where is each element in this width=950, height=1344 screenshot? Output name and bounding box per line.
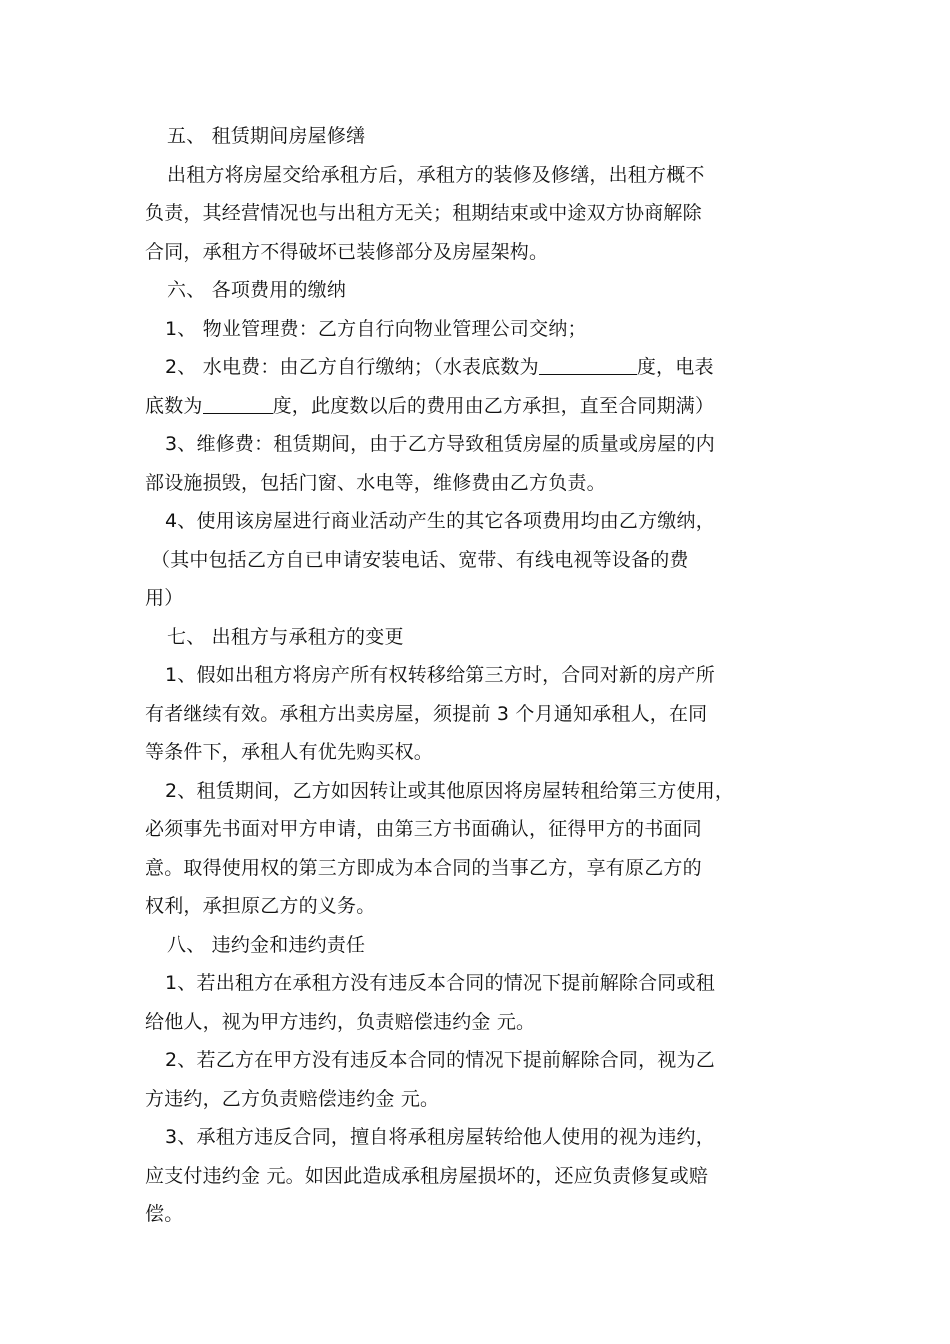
electric-meter-suffix: 度，此度数以后的费用由乙方承担，直至合同期满） (272, 394, 715, 417)
paragraph-line: 1、假如出租方将房产所有权转移给第三方时，合同对新的房产所 (165, 664, 715, 686)
electric-meter-blank (203, 391, 273, 414)
paragraph-line (145, 348, 809, 387)
paragraph-line: 用） (145, 587, 184, 609)
electric-meter-text: 度，电表 (636, 356, 714, 378)
paragraph-line: 方违约，乙方负责赔偿违约金 元。 (145, 1087, 440, 1110)
paragraph-line: 必须事先书面对甲方申请，由第三方书面确认，征得甲方的书面同 (145, 818, 702, 840)
paragraph-line: 合同，承租方不得破坏已装修部分及房屋架构。 (145, 240, 549, 263)
paragraph-line: 2、租赁期间，乙方如因转让或其他原因将房屋转租给第三方使用， (165, 779, 735, 802)
section-heading-5: 五、 租赁期间房屋修缮 (167, 125, 366, 147)
section-heading-7: 七、 出租方与承租方的变更 (167, 625, 404, 648)
paragraph-line: 1、若出租方在承租方没有违反本合同的情况下提前解除合同或租 (165, 972, 715, 994)
paragraph-line: 3、维修费：租赁期间，由于乙方导致租赁房屋的质量或房屋的内 (165, 433, 715, 455)
section-heading-8: 八、 违约金和违约责任 (167, 933, 366, 956)
paragraph-line: 部设施损毁，包括门窗、水电等，维修费由乙方负责。 (145, 471, 606, 494)
section-heading-6: 六、 各项费用的缴纳 (167, 279, 347, 301)
paragraph-line: 有者继续有效。承租方出卖房屋，须提前 3 个月通知承租人，在同 (145, 702, 708, 725)
water-meter-blank (539, 352, 637, 375)
paragraph-line: 出租方将房屋交给承租方后，承租方的装修及修缮，出租方概不 (167, 163, 705, 186)
paragraph-line (145, 387, 809, 426)
electric-meter-prefix: 底数为 (145, 394, 203, 417)
paragraph-line: 4、使用该房屋进行商业活动产生的其它各项费用均由乙方缴纳， (165, 510, 715, 532)
contract-body (145, 117, 809, 1234)
paragraph-line: 意。取得使用权的第三方即成为本合同的当事乙方，享有原乙方的 (145, 856, 702, 879)
paragraph-line: （其中包括乙方自已申请安装电话、宽带、有线电视等设备的费 (151, 548, 689, 571)
paragraph-line: 负责，其经营情况也与出租方无关；租期结束或中途双方协商解除 (145, 202, 702, 224)
paragraph-line: 给他人，视为甲方违约，负责赔偿违约金 元。 (145, 1010, 536, 1033)
paragraph-line: 应支付违约金 元。如因此造成承租房屋损坏的，还应负责修复或赔 (145, 1164, 709, 1187)
paragraph-line: 2、若乙方在甲方没有违反本合同的情况下提前解除合同，视为乙 (165, 1049, 715, 1071)
paragraph-line: 权利，承担原乙方的义务。 (145, 895, 376, 917)
paragraph-line: 偿。 (145, 1203, 184, 1225)
water-meter-text: 2、 水电费：由乙方自行缴纳；（水表底数为 (165, 356, 539, 378)
paragraph-line: 3、承租方违反合同，擅自将承租房屋转给他人使用的视为违约， (165, 1126, 715, 1148)
paragraph-line: 1、 物业管理费：乙方自行向物业管理公司交纳； (165, 317, 587, 340)
paragraph-line: 等条件下，承租人有优先购买权。 (145, 741, 434, 763)
